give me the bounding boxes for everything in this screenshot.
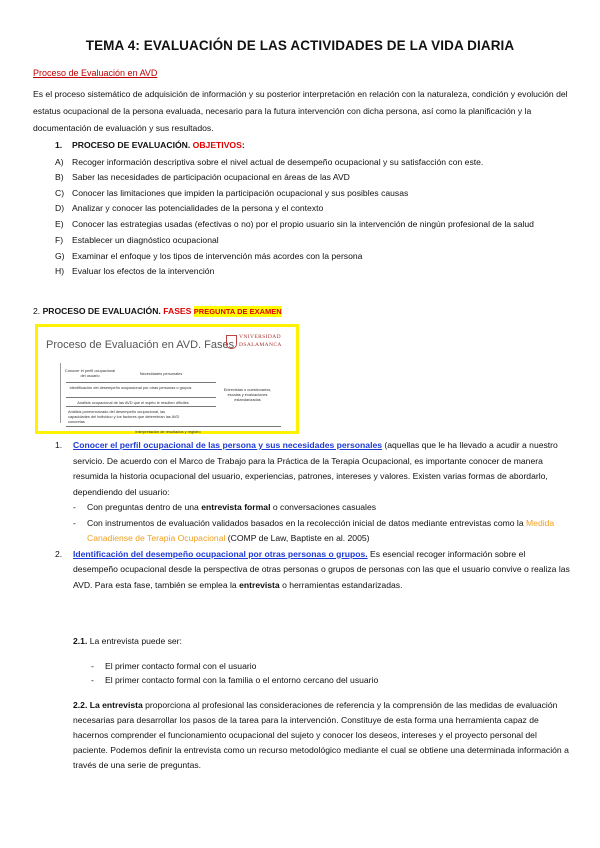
- list-item: A) Recoger información descriptiva sobre el nivel actual de desempeño ocupacional y su satisfacción con este.: [55, 157, 484, 167]
- figure-divider: [66, 397, 216, 398]
- list-item: E) Conocer las estrategias usadas (efectivas o no) por el propio usuario sin la intervención de ningún profesional de la salud: [55, 219, 534, 230]
- interview-paragraph: 2.2. La entrevista proporciona al profesional las consideraciones de referencia y la comprensión de las medidas de evaluación necesarias para desarrollar los pasos de la tarea para la intervención. Constituye de esta forma una herramienta capaz de hacernos comprender el funcionamiento ocupacional del sujeto y conocer los deseos, intereses y el proyecto personal del paciente. Podemos definir la entrevista como un recurso metodológico mediante el cual se obtiene una determinada información a través de una serie de preguntas.: [73, 700, 569, 770]
- section-link[interactable]: Proceso de Evaluación en AVD: [33, 68, 158, 78]
- list-item: 2. Identificación del desempeño ocupacional por otras personas o grupos. Es esencial recoger información sobre el desempeño ocupacional desde la perspectiva de otras personas o grupos de personas con las que el usuario convive o realiza las AVD. Para esta fase, también se emplea la entrevista o herramientas estandarizadas.: [55, 548, 570, 590]
- section2-heading: [33, 306, 282, 316]
- figure-cell: Conocer el perfil ocupacional del usuario: [64, 368, 116, 378]
- figure-divider: [66, 406, 216, 407]
- list-item: - Con preguntas dentro de una entrevista formal o conversaciones casuales: [73, 502, 377, 512]
- figure-divider: [60, 363, 61, 423]
- cmop-link: Medida Canadiense de Terapia Ocupacional: [87, 517, 555, 543]
- list-item: D) Analizar y conocer las potencialidades de la persona y el contexto: [55, 202, 324, 213]
- figure-cell: Análisis ocupacional de las AVD que el sujeto le resulten difíciles: [77, 400, 189, 405]
- figure-divider: [66, 426, 281, 427]
- objectives-list: [55, 156, 570, 280]
- list-item: 1. Conocer el perfil ocupacional de las persona y sus necesidades personales (aquellas que le ha llevado a acudir a nuestro servicio. De acuerdo con el Marco de Trabajo para la Práctica de la Terapia Ocupacional, es importante conocer de manera resumida la historia ocupacional del usuario, experiencias, patrones, intereses y valores. Existen varias formas de abordarlo, dependiendo del usuario:: [55, 440, 558, 497]
- list-item: F) Establecer un diagnóstico ocupacional: [55, 235, 219, 246]
- objectives-heading-red: OBJETIVOS: [192, 140, 242, 150]
- page-title: TEMA 4: EVALUACIÓN DE LAS ACTIVIDADES DE LA VIDA DIARIA: [85, 38, 515, 53]
- phase1-text: (aquellas que le ha llevado a acudir a nuestro servicio. De acuerdo con el Marco de Trabajo para la Práctica de la Terapia Ocupacional, es importante conocer de manera resumida la historia ocupacional del usuario, experiencias, patrones, intereses y valores. Existen varias formas de abordarlo, dependiendo del usuario:: [73, 440, 558, 497]
- phase2-link[interactable]: Identificación del desempeño ocupacional por otras personas o grupos.: [73, 548, 368, 559]
- figure-title: Proceso de Evaluación en AVD. Fases: [46, 339, 235, 351]
- phase1-link[interactable]: Conocer el perfil ocupacional de las persona y sus necesidades personales: [73, 440, 383, 450]
- section2-heading-text: PROCESO DE EVALUACIÓN.: [42, 306, 161, 316]
- list-item: - El primer contacto formal con el usuario: [91, 661, 257, 671]
- objectives-number: 1.: [55, 140, 63, 150]
- figure-cell: Análisis pormenorizado del desempeño ocupacional, las capacidades del individuo y los factores que determinan las AVD concretas: [68, 409, 180, 424]
- list-item: - Con instrumentos de evaluación validados basados en la recolección inicial de datos mediante entrevistas como la Medida Canadiense de Terapia Ocupacional (COMP de Law, Baptiste en al. 2005): [73, 517, 555, 543]
- phases-figure: [35, 324, 299, 434]
- figure-cell: Interpretación de resultados y registro: [135, 429, 201, 434]
- crest-icon: [226, 335, 237, 349]
- section2-heading-red: FASES: [163, 306, 192, 316]
- objectives-heading-text: PROCESO DE EVALUACIÓN.: [72, 140, 191, 150]
- figure-cell: Entrevistas o cuestionarios, escalas y evaluaciones estandarizadas: [223, 387, 272, 402]
- section2-number: 2.: [33, 306, 41, 316]
- phases-list: [55, 438, 570, 593]
- list-item: B) Saber las necesidades de participación ocupacional en áreas de las AVD: [55, 172, 350, 183]
- objectives-heading-colon: :: [241, 140, 245, 150]
- figure-cell: Necesidades personales: [139, 371, 183, 376]
- figure-cell: Identificación del desempeño ocupacional por otras personas o grupos: [69, 385, 192, 390]
- list-item: G) Examinar el enfoque y los tipos de intervención más acordes con la persona: [55, 250, 363, 261]
- list-item: - El primer contacto formal con la familia o el entorno cercano del usuario: [91, 674, 379, 685]
- exam-question-tag: PREGUNTA DE EXAMEN: [193, 307, 282, 316]
- intro-paragraph: Es el proceso sistemático de adquisición de información y su posterior interpretación en relación con la naturaleza, condición y evolución del estatus ocupacional de la persona evaluada, necesario para la futura intervención con dicha persona, así como la planificación y la documentación de evaluación y sus resultados.: [33, 89, 568, 133]
- interview-list: [73, 660, 568, 687]
- figure-divider: [66, 382, 216, 383]
- interview-subheading-1: 2.1. La entrevista puede ser:: [73, 636, 182, 646]
- list-item: C) Conocer las limitaciones que impiden la participación ocupacional y sus posibles causas: [55, 187, 409, 198]
- university-logo: VNIVERSIDAD DSALAMANCA: [226, 333, 288, 357]
- list-item: H) Evaluar los efectos de la intervención: [55, 266, 215, 277]
